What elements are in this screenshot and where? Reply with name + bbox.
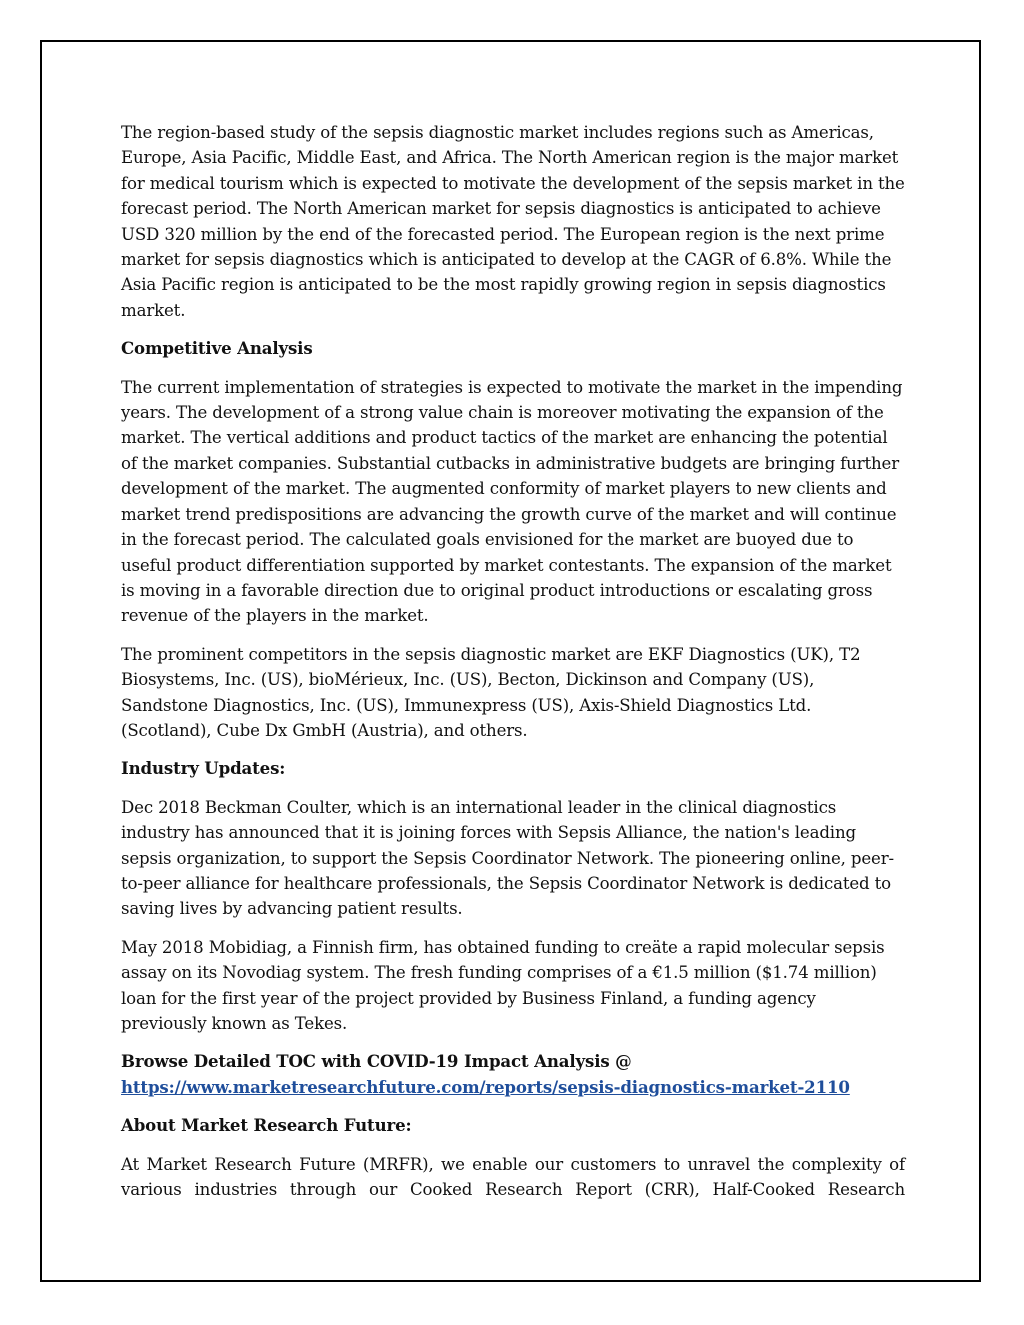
document-body: [121, 120, 905, 1215]
paragraph-prominent-competitors: The prominent competitors in the sepsis diagnostic market are EKF Diagnostics (UK), T2 Biosystems, Inc. (US), bioMérieux, Inc. (US), Becton, Dickinson and Company (US), Sandstone Diagnostics, Inc. (US), Immunexpress (US), Axis-Shield Diagnostics Ltd. (Scotland), Cube Dx GmbH (Austria), and others.: [121, 644, 861, 740]
heading-about-mrfr: About Market Research Future:: [121, 1115, 412, 1136]
paragraph-competitive-strategies: The current implementation of strategies is expected to motivate the market in the impending years. The development of a strong value chain is moreover motivating the expansion of the market. The vertical additions and product tactics of the market are enhancing the potential of the market companies. Substantial cutbacks in administrative budgets are bringing further development of the market. The augmented conformity of market players to new clients and market trend predispositions are advancing the growth curve of the market and will continue in the forecast period. The calculated goals envisioned for the market are buoyed due to useful product differentiation supported by market contestants. The expansion of the market is moving in a favorable direction due to original product introductions or escalating gross revenue of the players in the market.: [121, 377, 903, 626]
browse-toc-block: [121, 1049, 905, 1100]
paragraph-update-mobidiag: May 2018 Mobidiag, a Finnish firm, has obtained funding to creäte a rapid molecular sepsis assay on its Novodiag system. The fresh funding comprises of a €1.5 million ($1.74 million) loan for the first year of the project provided by Business Finland, a funding agency previously known as Tekes.: [121, 937, 885, 1033]
report-link[interactable]: https://www.marketresearchfuture.com/reports/sepsis-diagnostics-market-2110: [121, 1076, 850, 1097]
heading-competitive-analysis: Competitive Analysis: [121, 338, 313, 359]
paragraph-about-mrfr: At Market Research Future (MRFR), we enable our customers to unravel the complexity of various industries through our Cooked Research Report (CRR), Half-Cooked Research: [121, 1154, 905, 1200]
browse-toc-label: Browse Detailed TOC with COVID-19 Impact Analysis @: [121, 1051, 632, 1072]
paragraph-update-beckman: Dec 2018 Beckman Coulter, which is an international leader in the clinical diagnostics industry has announced that it is joining forces with Sepsis Alliance, the nation's leading sepsis organization, to support the Sepsis Coordinator Network. The pioneering online, peer-to-peer alliance for healthcare professionals, the Sepsis Coordinator Network is dedicated to saving lives by advancing patient results.: [121, 797, 894, 919]
heading-industry-updates: Industry Updates:: [121, 758, 286, 779]
paragraph-regional-study: The region-based study of the sepsis diagnostic market includes regions such as Americas, Europe, Asia Pacific, Middle East, and Africa. The North American region is the major market for medical tourism which is expected to motivate the development of the sepsis market in the forecast period. The North American market for sepsis diagnostics is anticipated to achieve USD 320 million by the end of the forecasted period. The European region is the next prime market for sepsis diagnostics which is anticipated to develop at the CAGR of 6.8%. While the Asia Pacific region is anticipated to be the most rapidly growing region in sepsis diagnostics market.: [121, 123, 905, 320]
